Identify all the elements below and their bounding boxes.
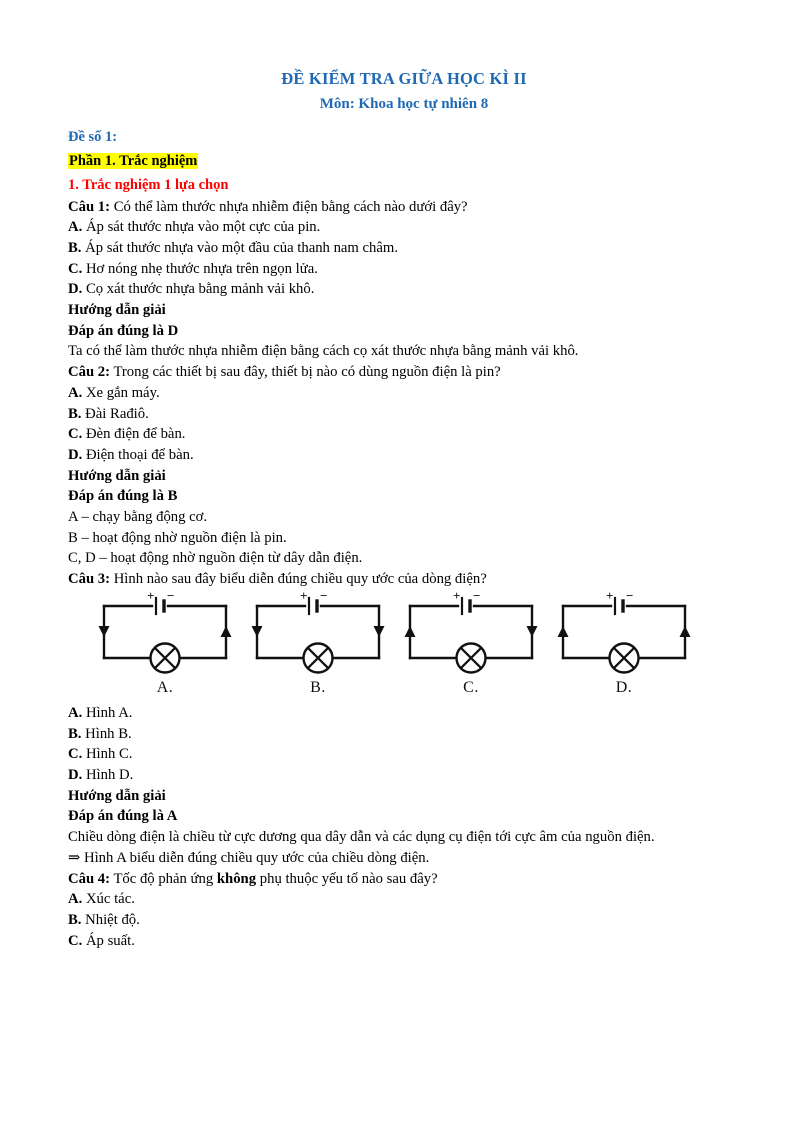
option-row bbox=[68, 907, 740, 928]
option-text: Xúc tác. bbox=[85, 891, 135, 908]
option-row bbox=[68, 380, 740, 401]
option-row bbox=[68, 256, 740, 277]
question-text-after: phụ thuộc yếu tố nào sau đây? bbox=[256, 870, 438, 887]
option-row bbox=[68, 235, 740, 256]
question-prompt bbox=[68, 566, 740, 587]
option-key: A. bbox=[68, 219, 83, 236]
current-arrow-left-c bbox=[405, 626, 416, 637]
guide-label: Hướng dẫn giải bbox=[68, 787, 166, 804]
current-arrow-right-d bbox=[680, 626, 691, 637]
option-text: Hình A. bbox=[85, 704, 133, 721]
option-key: B. bbox=[68, 725, 82, 742]
current-arrow-right-c bbox=[527, 626, 538, 637]
option-key: D. bbox=[68, 766, 83, 783]
option-text: Điện thoại để bàn. bbox=[85, 446, 194, 463]
current-arrow-left-d bbox=[558, 626, 569, 637]
question-prompt bbox=[68, 359, 740, 380]
question-text: Có thể làm thước nhựa nhiễm điện bằng cách nào dưới đây? bbox=[113, 198, 468, 215]
option-text: Đèn điện để bàn. bbox=[85, 426, 186, 443]
question-number: Câu 2: bbox=[68, 364, 111, 381]
page-title: ĐỀ KIỂM TRA GIỮA HỌC KÌ II bbox=[281, 69, 527, 88]
current-arrow-left-b bbox=[252, 626, 263, 637]
explanation-line: Chiều dòng điện là chiều từ cực dương qua dây dẫn và các dụng cụ điện tới cực âm của nguồn điện. bbox=[68, 829, 655, 846]
option-text: Hình D. bbox=[85, 766, 134, 783]
part-label-highlight: Phần 1. Trắc nghiệm bbox=[69, 152, 198, 169]
option-text: Nhiệt độ. bbox=[85, 911, 140, 928]
battery-minus-label-d: − bbox=[626, 587, 634, 603]
circuit-diagram-a bbox=[90, 587, 240, 700]
circuit-label-a: A. bbox=[156, 678, 174, 696]
option-row bbox=[68, 276, 740, 297]
question-text: Trong các thiết bị sau đây, thiết bị nào có dùng nguồn điện là pin? bbox=[113, 364, 501, 381]
option-key: B. bbox=[68, 911, 82, 928]
answer-label: Đáp án đúng là D bbox=[68, 322, 179, 339]
exam-number-label: Đề số 1: bbox=[68, 128, 118, 145]
option-key: C. bbox=[68, 426, 83, 443]
circuit-diagram-c bbox=[396, 587, 546, 700]
circuit-label-b: B. bbox=[310, 678, 326, 696]
option-row bbox=[68, 442, 740, 463]
option-key: D. bbox=[68, 446, 83, 463]
circuit-svg-a bbox=[90, 587, 240, 678]
explanation-line: C, D – hoạt động nhờ nguồn điện từ dây dẫn điện. bbox=[68, 550, 363, 567]
option-row bbox=[68, 741, 740, 762]
question-number: Câu 1: bbox=[68, 198, 111, 215]
option-key: C. bbox=[68, 746, 83, 763]
circuit-label-c: C. bbox=[463, 678, 479, 696]
current-arrow-left-a bbox=[99, 626, 110, 637]
option-row bbox=[68, 928, 740, 949]
question-number: Câu 4: bbox=[68, 870, 111, 887]
circuit-svg-c bbox=[396, 587, 546, 678]
current-arrow-right-b bbox=[374, 626, 385, 637]
lamp-icon-b bbox=[304, 643, 333, 672]
option-text: Cọ xát thước nhựa bằng mảnh vải khô. bbox=[85, 281, 315, 298]
option-text: Xe gắn máy. bbox=[85, 384, 160, 401]
lamp-icon-a bbox=[151, 643, 180, 672]
option-row bbox=[68, 700, 740, 721]
page-subtitle: Môn: Khoa học tự nhiên 8 bbox=[319, 96, 489, 113]
question-number: Câu 3: bbox=[68, 571, 111, 588]
option-row bbox=[68, 214, 740, 235]
option-key: A. bbox=[68, 891, 83, 908]
option-text: Hơ nóng nhẹ thước nhựa trên ngọn lửa. bbox=[85, 260, 318, 277]
option-text: Đài Rađiô. bbox=[85, 405, 149, 422]
battery-plus-label-c: + bbox=[453, 587, 461, 603]
option-key: B. bbox=[68, 239, 82, 256]
option-row bbox=[68, 421, 740, 442]
guide-label: Hướng dẫn giải bbox=[68, 302, 166, 319]
option-key: C. bbox=[68, 932, 83, 949]
answer-label: Đáp án đúng là B bbox=[68, 488, 178, 505]
battery-minus-label-a: − bbox=[167, 587, 175, 603]
option-row bbox=[68, 401, 740, 422]
option-text: Áp sát thước nhựa vào một đầu của thanh nam châm. bbox=[85, 239, 399, 256]
current-arrow-right-a bbox=[221, 626, 232, 637]
question-prompt bbox=[68, 866, 740, 887]
answer-label: Đáp án đúng là A bbox=[68, 808, 178, 825]
guide-label: Hướng dẫn giải bbox=[68, 467, 166, 484]
option-key: A. bbox=[68, 704, 83, 721]
explanation-line: A – chạy bằng động cơ. bbox=[68, 509, 208, 526]
part-label bbox=[68, 153, 740, 170]
battery-plus-label-b: + bbox=[300, 587, 308, 603]
question-prompt bbox=[68, 194, 740, 215]
lamp-icon-c bbox=[457, 643, 486, 672]
explanation-line: ⇒ Hình A biểu diễn đúng chiều quy ước của chiều dòng điện. bbox=[68, 849, 430, 866]
option-key: A. bbox=[68, 384, 83, 401]
battery-minus-label-b: − bbox=[320, 587, 328, 603]
circuit-figure-row bbox=[68, 587, 740, 700]
option-row bbox=[68, 886, 740, 907]
option-text: Hình C. bbox=[85, 746, 133, 763]
battery-plus-label-d: + bbox=[606, 587, 614, 603]
option-key: B. bbox=[68, 405, 82, 422]
lamp-icon-d bbox=[610, 643, 639, 672]
option-text: Áp sát thước nhựa vào một cực của pin. bbox=[85, 219, 321, 236]
question-text: Hình nào sau đây biểu diễn đúng chiều quy ước của dòng điện? bbox=[113, 571, 487, 588]
circuit-diagram-d bbox=[549, 587, 699, 700]
option-text: Áp suất. bbox=[85, 932, 135, 949]
circuit-label-d: D. bbox=[615, 678, 633, 696]
battery-minus-label-c: − bbox=[473, 587, 481, 603]
explanation-line: Ta có thể làm thước nhựa nhiễm điện bằng cách cọ xát thước nhựa bằng mảnh vải khô. bbox=[68, 343, 579, 360]
battery-plus-label-a: + bbox=[147, 587, 155, 603]
circuit-svg-d bbox=[549, 587, 699, 678]
explanation-line: B – hoạt động nhờ nguồn điện là pin. bbox=[68, 529, 287, 546]
option-key: C. bbox=[68, 260, 83, 277]
option-row bbox=[68, 762, 740, 783]
question-text-before: Tốc độ phản ứng bbox=[113, 870, 217, 887]
option-key: D. bbox=[68, 281, 83, 298]
option-text: Hình B. bbox=[85, 725, 132, 742]
question-text-emphasis: không bbox=[216, 870, 257, 887]
section-label: 1. Trắc nghiệm 1 lựa chọn bbox=[68, 176, 229, 193]
circuit-svg-b bbox=[243, 587, 393, 678]
option-row bbox=[68, 721, 740, 742]
circuit-diagram-b bbox=[243, 587, 393, 700]
